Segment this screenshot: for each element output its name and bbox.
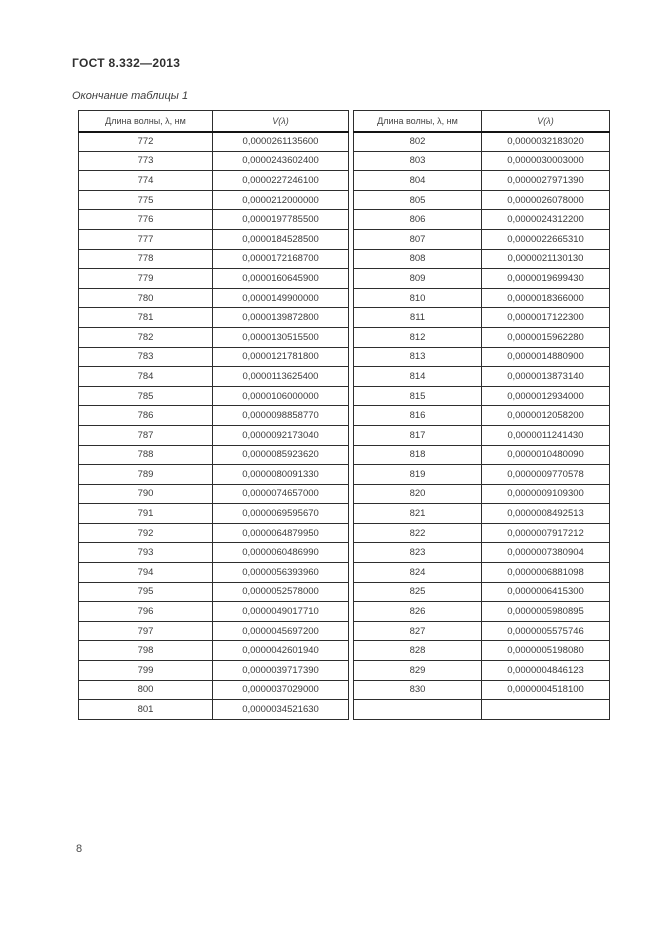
table-row (354, 621, 610, 641)
v-value-cell: 0,0000027971390 (482, 171, 610, 191)
v-value-cell: 0,0000106000000 (213, 386, 349, 406)
table-row (354, 700, 610, 720)
wavelength-cell: 800 (79, 680, 213, 700)
table-row (79, 543, 349, 563)
table-row (79, 484, 349, 504)
wavelength-cell: 829 (354, 661, 482, 681)
table-row (79, 288, 349, 308)
v-value-cell: 0,0000019699430 (482, 269, 610, 289)
wavelength-cell: 827 (354, 621, 482, 641)
v-value-cell: 0,0000184528500 (213, 229, 349, 249)
wavelength-cell: 785 (79, 386, 213, 406)
v-value-cell: 0,0000024312200 (482, 210, 610, 230)
v-value-cell: 0,0000045697200 (213, 621, 349, 641)
table-row (79, 406, 349, 426)
v-value-cell: 0,0000004518100 (482, 680, 610, 700)
table-row (354, 661, 610, 681)
table-row (79, 700, 349, 720)
v-value-cell: 0,0000005575746 (482, 621, 610, 641)
v-value-cell: 0,0000037029000 (213, 680, 349, 700)
v-value-cell: 0,0000007917212 (482, 523, 610, 543)
v-value-cell: 0,0000015962280 (482, 327, 610, 347)
v-value-cell: 0,0000197785500 (213, 210, 349, 230)
wavelength-cell: 784 (79, 367, 213, 387)
v-value-cell: 0,0000032183020 (482, 132, 610, 152)
v-value-cell: 0,0000074657000 (213, 484, 349, 504)
v-value-cell: 0,0000052578000 (213, 582, 349, 602)
v-value-cell: 0,0000021130130 (482, 249, 610, 269)
wavelength-cell (354, 700, 482, 720)
v-value-cell: 0,0000011241430 (482, 425, 610, 445)
wavelength-cell: 804 (354, 171, 482, 191)
table-row (354, 327, 610, 347)
v-value-cell: 0,0000042601940 (213, 641, 349, 661)
v-value-cell: 0,0000056393960 (213, 563, 349, 583)
table-row (79, 621, 349, 641)
wavelength-cell: 780 (79, 288, 213, 308)
table-row (79, 465, 349, 485)
v-value-cell: 0,0000022665310 (482, 229, 610, 249)
wavelength-cell: 799 (79, 661, 213, 681)
table-row (354, 171, 610, 191)
v-value-cell: 0,0000005980895 (482, 602, 610, 622)
table-row (354, 484, 610, 504)
table-row (79, 132, 349, 152)
table-row (79, 327, 349, 347)
wavelength-cell: 820 (354, 484, 482, 504)
v-value-cell: 0,0000009109300 (482, 484, 610, 504)
v-value-cell: 0,0000008492513 (482, 504, 610, 524)
table-row (354, 523, 610, 543)
wavelength-cell: 772 (79, 132, 213, 152)
table-row (79, 210, 349, 230)
table-row (354, 347, 610, 367)
table-row (79, 190, 349, 210)
wavelength-cell: 782 (79, 327, 213, 347)
table-row (354, 308, 610, 328)
table-row (354, 269, 610, 289)
v-value-cell: 0,0000049017710 (213, 602, 349, 622)
wavelength-cell: 813 (354, 347, 482, 367)
wavelength-cell: 775 (79, 190, 213, 210)
table-row (354, 465, 610, 485)
wavelength-cell: 778 (79, 249, 213, 269)
wavelength-cell: 803 (354, 151, 482, 171)
table-row (79, 386, 349, 406)
table-row (354, 504, 610, 524)
table-row (354, 249, 610, 269)
table-row (79, 582, 349, 602)
v-value-cell: 0,0000010480090 (482, 445, 610, 465)
table-header-row (79, 111, 349, 132)
table-row (79, 661, 349, 681)
table-row (354, 288, 610, 308)
table-row (354, 680, 610, 700)
table-row (354, 445, 610, 465)
wavelength-cell: 802 (354, 132, 482, 152)
wavelength-table-left (78, 110, 349, 720)
v-value-cell: 0,0000014880900 (482, 347, 610, 367)
table-row (79, 151, 349, 171)
wavelength-cell: 796 (79, 602, 213, 622)
v-value-cell: 0,0000012058200 (482, 406, 610, 426)
wavelength-cell: 825 (354, 582, 482, 602)
wavelength-cell: 791 (79, 504, 213, 524)
wavelength-cell: 815 (354, 386, 482, 406)
wavelength-cell: 811 (354, 308, 482, 328)
wavelength-cell: 781 (79, 308, 213, 328)
table-row (354, 543, 610, 563)
v-value-cell: 0,0000160645900 (213, 269, 349, 289)
column-header-v-lambda: V(λ) (213, 111, 349, 132)
wavelength-cell: 819 (354, 465, 482, 485)
wavelength-table-right (353, 110, 610, 720)
wavelength-cell: 798 (79, 641, 213, 661)
table-body-right (354, 132, 610, 720)
wavelength-table-pair (78, 110, 610, 720)
v-value-cell: 0,0000004846123 (482, 661, 610, 681)
page-number: 8 (76, 843, 83, 855)
table-row (354, 229, 610, 249)
wavelength-cell: 783 (79, 347, 213, 367)
table-header-row (354, 111, 610, 132)
wavelength-cell: 817 (354, 425, 482, 445)
wavelength-cell: 776 (79, 210, 213, 230)
wavelength-cell: 830 (354, 680, 482, 700)
table-row (79, 563, 349, 583)
v-value-cell: 0,0000149900000 (213, 288, 349, 308)
wavelength-cell: 814 (354, 367, 482, 387)
table-row (79, 269, 349, 289)
wavelength-cell: 793 (79, 543, 213, 563)
wavelength-cell: 777 (79, 229, 213, 249)
table-row (354, 406, 610, 426)
table-row (354, 210, 610, 230)
wavelength-cell: 786 (79, 406, 213, 426)
v-value-cell: 0,0000060486990 (213, 543, 349, 563)
wavelength-cell: 823 (354, 543, 482, 563)
v-value-cell: 0,0000006415300 (482, 582, 610, 602)
table-caption: Окончание таблицы 1 (72, 90, 189, 102)
table-row (354, 386, 610, 406)
wavelength-cell: 821 (354, 504, 482, 524)
table-row (79, 229, 349, 249)
v-value-cell (482, 700, 610, 720)
v-value-cell: 0,0000013873140 (482, 367, 610, 387)
wavelength-cell: 773 (79, 151, 213, 171)
v-value-cell: 0,0000039717390 (213, 661, 349, 681)
wavelength-cell: 816 (354, 406, 482, 426)
v-value-cell: 0,0000026078000 (482, 190, 610, 210)
v-value-cell: 0,0000113625400 (213, 367, 349, 387)
wavelength-cell: 810 (354, 288, 482, 308)
wavelength-cell: 806 (354, 210, 482, 230)
v-value-cell: 0,0000012934000 (482, 386, 610, 406)
table-row (79, 504, 349, 524)
table-row (354, 132, 610, 152)
table-row (354, 367, 610, 387)
wavelength-cell: 788 (79, 445, 213, 465)
v-value-cell: 0,0000064879950 (213, 523, 349, 543)
table-row (354, 602, 610, 622)
table-row (79, 249, 349, 269)
wavelength-cell: 787 (79, 425, 213, 445)
table-row (79, 367, 349, 387)
table-body-left (79, 132, 349, 720)
v-value-cell: 0,0000018366000 (482, 288, 610, 308)
v-value-cell: 0,0000098858770 (213, 406, 349, 426)
wavelength-cell: 818 (354, 445, 482, 465)
v-value-cell: 0,0000092173040 (213, 425, 349, 445)
wavelength-cell: 801 (79, 700, 213, 720)
v-value-cell: 0,0000034521630 (213, 700, 349, 720)
v-value-cell: 0,0000005198080 (482, 641, 610, 661)
table-row (354, 190, 610, 210)
column-header-wavelength: Длина волны, λ, нм (79, 111, 213, 132)
v-value-cell: 0,0000069595670 (213, 504, 349, 524)
v-value-cell: 0,0000006881098 (482, 563, 610, 583)
table-row (79, 445, 349, 465)
table-row (354, 425, 610, 445)
v-value-cell: 0,0000261135600 (213, 132, 349, 152)
table-row (354, 582, 610, 602)
table-row (79, 425, 349, 445)
wavelength-cell: 790 (79, 484, 213, 504)
v-value-cell: 0,0000172168700 (213, 249, 349, 269)
wavelength-cell: 794 (79, 563, 213, 583)
v-value-cell: 0,0000007380904 (482, 543, 610, 563)
column-header-v-lambda: V(λ) (482, 111, 610, 132)
wavelength-cell: 809 (354, 269, 482, 289)
v-value-cell: 0,0000009770578 (482, 465, 610, 485)
table-row (79, 347, 349, 367)
table-row (79, 308, 349, 328)
wavelength-cell: 797 (79, 621, 213, 641)
wavelength-cell: 824 (354, 563, 482, 583)
table-row (354, 151, 610, 171)
wavelength-cell: 807 (354, 229, 482, 249)
table-row (354, 563, 610, 583)
v-value-cell: 0,0000130515500 (213, 327, 349, 347)
wavelength-cell: 812 (354, 327, 482, 347)
wavelength-cell: 779 (79, 269, 213, 289)
v-value-cell: 0,0000085923620 (213, 445, 349, 465)
table-row (354, 641, 610, 661)
wavelength-cell: 792 (79, 523, 213, 543)
table-row (79, 171, 349, 191)
wavelength-cell: 805 (354, 190, 482, 210)
wavelength-cell: 822 (354, 523, 482, 543)
v-value-cell: 0,0000017122300 (482, 308, 610, 328)
wavelength-cell: 774 (79, 171, 213, 191)
wavelength-cell: 828 (354, 641, 482, 661)
table-row (79, 680, 349, 700)
v-value-cell: 0,0000080091330 (213, 465, 349, 485)
v-value-cell: 0,0000243602400 (213, 151, 349, 171)
wavelength-cell: 808 (354, 249, 482, 269)
v-value-cell: 0,0000121781800 (213, 347, 349, 367)
table-row (79, 641, 349, 661)
column-header-wavelength: Длина волны, λ, нм (354, 111, 482, 132)
v-value-cell: 0,0000030003000 (482, 151, 610, 171)
table-row (79, 523, 349, 543)
v-value-cell: 0,0000212000000 (213, 190, 349, 210)
v-value-cell: 0,0000139872800 (213, 308, 349, 328)
wavelength-cell: 826 (354, 602, 482, 622)
table-row (79, 602, 349, 622)
wavelength-cell: 789 (79, 465, 213, 485)
document-title: ГОСТ 8.332—2013 (72, 56, 181, 70)
v-value-cell: 0,0000227246100 (213, 171, 349, 191)
wavelength-cell: 795 (79, 582, 213, 602)
